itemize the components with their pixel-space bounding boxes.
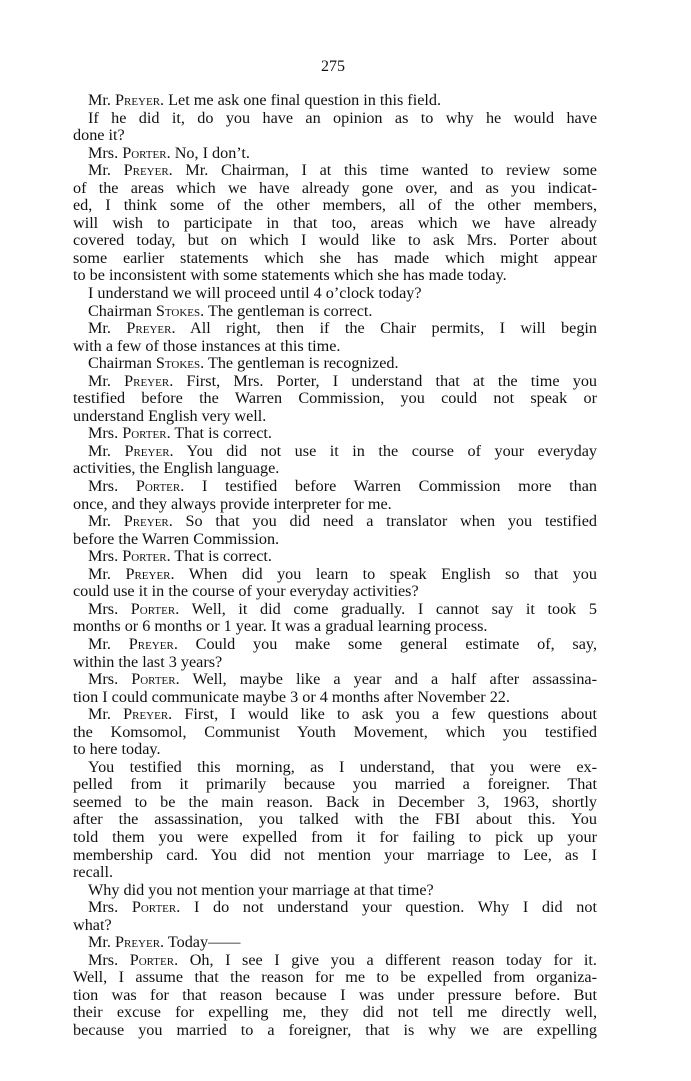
text-line [73,917,597,935]
text-line [73,864,597,882]
speaker-name: Preyer [126,319,172,338]
text-line [73,145,597,163]
line-text: . So that you did need a translator when you testified [168,512,597,531]
text-line [73,601,597,619]
line-text: once, and they always provide interpreter for me. [73,494,392,513]
line-text: I understand we will proceed until 4 o’clock today? [88,284,422,303]
line-text: pelled from it primarily because you married a foreigner. That [73,775,597,794]
line-text: told them you were expelled from it for failing to pick up your [73,827,597,846]
text-line [73,162,597,180]
text-line [73,390,597,408]
line-text: within the last 3 years? [73,652,223,671]
speaker-title: Mrs. [88,547,123,566]
text-line [73,197,597,215]
line-text: . Let me ask one final question in this field. [160,91,442,109]
speaker-title: Chairman [88,354,156,373]
text-line [73,654,597,672]
speaker-title: Mrs. [88,950,130,969]
line-text: recall. [73,863,113,882]
line-text: . The gentleman is recognized. [200,354,399,373]
text-line [73,671,597,689]
speaker-title: Mrs. [88,898,132,917]
text-line [73,215,597,233]
line-text: covered today, but on which I would like to ask Mrs. Porter about [73,231,597,250]
line-text: tion was for that reason because I was under pressure before. But [73,985,597,1004]
text-line [73,969,597,987]
body-text [73,92,597,1040]
text-line [73,496,597,514]
text-line [73,759,597,777]
text-line [73,899,597,917]
speaker-name: Porter [131,898,177,917]
text-line [73,425,597,443]
speaker-name: Porter [130,599,176,618]
speaker-name: Porter [129,950,175,969]
text-line [73,776,597,794]
line-text: . No, I don’t. [166,143,250,162]
speaker-name: Porter [122,424,167,443]
text-line [73,531,597,549]
speaker-name: Preyer [123,512,169,531]
line-text: . Today—— [160,933,241,952]
line-text: . First, Mrs. Porter, I understand that at the time you [169,371,598,390]
speaker-title: Mr. [88,512,124,531]
line-text: . All right, then if the Chair permits, I will begin [171,319,598,338]
text-line [73,689,597,707]
line-text: to here today. [73,740,161,759]
line-text: could use it in the course of your everyday activities? [73,582,419,601]
text-line [73,952,597,970]
text-line [73,320,597,338]
speaker-name: Preyer [123,161,169,180]
line-text: understand English very well. [73,406,267,425]
speaker-title: Mr. [88,319,127,338]
text-line [73,180,597,198]
line-text: some earlier statements which she has made which might appear [73,248,597,267]
text-line [73,443,597,461]
text-line [73,1022,597,1040]
text-line [73,303,597,321]
line-text: testified before the Warren Commission, you could not speak or [73,389,597,408]
speaker-name: Preyer [124,371,170,390]
text-line [73,548,597,566]
text-line [73,250,597,268]
line-text: done it? [73,126,125,145]
line-text: tion I could communicate maybe 3 or 4 months after November 22. [73,687,510,706]
text-line [73,127,597,145]
text-line [73,882,597,900]
speaker-title: Mrs. [88,599,131,618]
line-text: Why did you not mention your marriage at that time? [88,880,434,899]
text-line [73,92,597,110]
line-text: . Well, it did come gradually. I cannot say it took 5 [175,599,597,618]
line-text: activities, the English language. [73,459,280,478]
text-line [73,811,597,829]
line-text: the Komsomol, Communist Youth Movement, which you testified [73,722,597,741]
text-line [73,408,597,426]
speaker-name: Preyer [114,933,161,952]
text-line [73,513,597,531]
line-text: will wish to participate in that too, areas which we have already [73,213,597,232]
text-line [73,373,597,391]
line-text: . The gentleman is correct. [200,301,373,320]
speaker-title: Mr. [88,634,129,653]
line-text: . You did not use it in the course of your everyday [169,441,597,460]
speaker-name: Porter [122,547,167,566]
line-text: . I testified before Warren Commission more than [180,477,597,496]
line-text: . First, I would like to ask you a few questions about [168,705,597,724]
speaker-name: Preyer [125,564,171,583]
line-text: . Oh, I see I give you a different reason today for it. [174,950,597,969]
text-line [73,583,597,601]
text-line [73,618,597,636]
line-text: If he did it, do you have an opinion as to why he would have [88,108,597,127]
line-text: with a few of those instances at this time. [73,336,341,355]
line-text: Well, I assume that the reason for me to be expelled from organiza- [73,968,597,987]
text-line [73,460,597,478]
line-text: before the Warren Commission. [73,529,280,548]
line-text: months or 6 months or 1 year. It was a gradual learning process. [73,617,488,636]
speaker-title: Mrs. [88,424,123,443]
line-text: membership card. You did not mention your marriage to Lee, as I [73,845,597,864]
line-text: You testified this morning, as I understand, that you were ex- [88,757,597,776]
speaker-title: Mrs. [88,477,136,496]
text-line [73,847,597,865]
line-text: because you married to a foreigner, that is why we are expelling [73,1020,597,1039]
speaker-title: Mr. [88,441,125,460]
speaker-name: Preyer [128,634,174,653]
text-line [73,724,597,742]
line-text: . I do not understand your question. Why I did not [176,898,597,917]
speaker-name: Porter [135,477,181,496]
text-line [73,829,597,847]
text-line [73,110,597,128]
text-line [73,566,597,584]
speaker-title: Mr. [88,564,126,583]
speaker-name: Porter [131,670,176,689]
line-text: of the areas which we have already gone over, and as you indicat- [73,178,597,197]
text-line [73,706,597,724]
text-line [73,338,597,356]
line-text: . Could you make some general estimate of, say, [173,634,597,653]
line-text: after the assassination, you talked with the FBI about this. You [73,810,597,829]
text-line [73,355,597,373]
speaker-name: Porter [122,143,167,162]
line-text: seemed to be the main reason. Back in December 3, 1963, shortly [73,792,597,811]
text-line [73,934,597,952]
text-line [73,741,597,759]
page-number: 275 [321,58,345,75]
speaker-title: Chairman [88,301,156,320]
speaker-title: Mrs. [88,143,123,162]
speaker-name: Stokes [155,354,201,373]
text-line [73,1004,597,1022]
text-line [73,267,597,285]
line-text: . That is correct. [166,547,272,566]
speaker-title: Mr. [88,161,124,180]
text-line [73,987,597,1005]
line-text: their excuse for expelling me, they did not tell me directly well, [73,1003,597,1022]
text-line [73,285,597,303]
speaker-title: Mr. [88,705,124,724]
text-line [73,232,597,250]
line-text: . That is correct. [166,424,272,443]
text-line [73,794,597,812]
speaker-title: Mr. [88,91,115,109]
speaker-name: Preyer [114,91,161,109]
line-text: . Mr. Chairman, I at this time wanted to review some [168,161,597,180]
line-text: what? [73,915,112,934]
speaker-name: Stokes [155,301,201,320]
line-text: . When did you learn to speak English so that you [170,564,597,583]
speaker-title: Mrs. [88,670,132,689]
speaker-name: Preyer [123,705,169,724]
text-line [73,478,597,496]
line-text: . Well, maybe like a year and a half after assassina- [175,670,597,689]
line-text: to be inconsistent with some statements which she has made today. [73,266,507,285]
text-line [73,636,597,654]
speaker-name: Preyer [124,441,170,460]
line-text: ed, I think some of the other members, all of the other members, [73,196,597,215]
speaker-title: Mr. [88,371,125,390]
speaker-title: Mr. [88,933,115,952]
